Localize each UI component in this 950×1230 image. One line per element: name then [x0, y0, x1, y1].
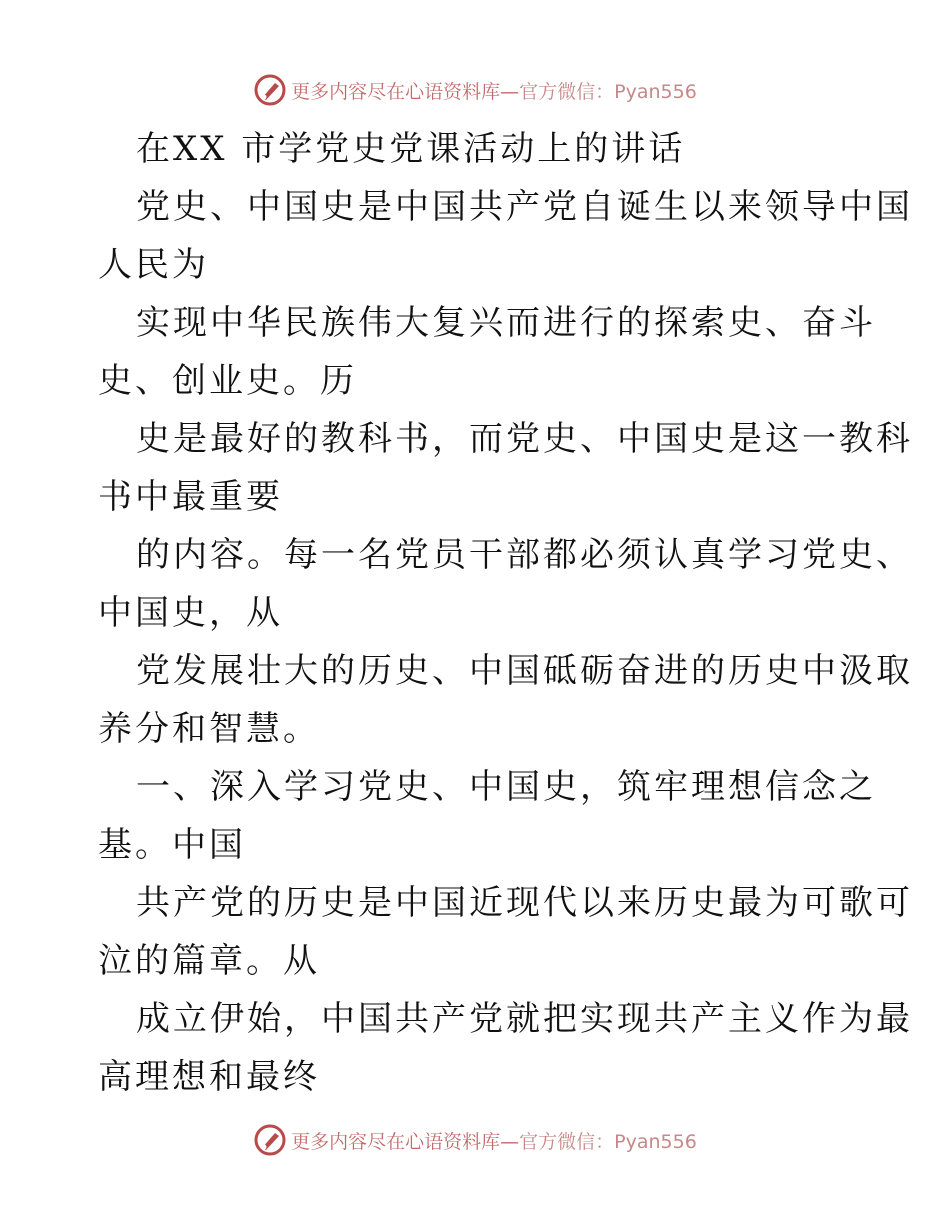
paragraph-line: 史、创业史。历	[98, 361, 357, 401]
paragraph-line: 的内容。每一名党员干部都必须认真学习党史、	[136, 535, 913, 575]
header-watermark-banner	[0, 70, 950, 110]
paragraph-line: 史是最好的教科书，而党史、中国史是这一教科	[136, 419, 913, 459]
paragraph-line: 基。中国	[98, 825, 246, 865]
paragraph-line: 实现中华民族伟大复兴而进行的探索史、奋斗	[136, 303, 876, 343]
paragraph-line: 养分和智慧。	[98, 709, 320, 749]
document-body	[98, 120, 913, 1106]
document-title: 在XX 市学党史党课活动上的讲话	[136, 129, 686, 169]
paragraph-line: 高理想和最终	[98, 1057, 320, 1097]
pen-seal-icon	[253, 1123, 287, 1157]
watermark-text: 更多内容尽在心语资料库—官方微信：Pyan556	[291, 1130, 697, 1153]
pen-seal-icon	[253, 73, 287, 107]
paragraph-line: 人民为	[98, 245, 209, 285]
paragraph-line: 党史、中国史是中国共产党自诞生以来领导中国	[136, 187, 913, 227]
section-heading-line: 一、深入学习党史、中国史，筑牢理想信念之	[136, 767, 876, 807]
paragraph-line: 党发展壮大的历史、中国砥砺奋进的历史中汲取	[136, 651, 913, 691]
watermark-text: 更多内容尽在心语资料库—官方微信：Pyan556	[291, 80, 697, 103]
paragraph-line: 书中最重要	[98, 477, 283, 517]
paragraph-line: 中国史，从	[98, 593, 283, 633]
paragraph-line: 成立伊始，中国共产党就把实现共产主义作为最	[136, 999, 913, 1039]
paragraph-line: 共产党的历史是中国近现代以来历史最为可歌可	[136, 883, 913, 923]
footer-watermark-banner	[0, 1120, 950, 1160]
paragraph-line: 泣的篇章。从	[98, 941, 320, 981]
